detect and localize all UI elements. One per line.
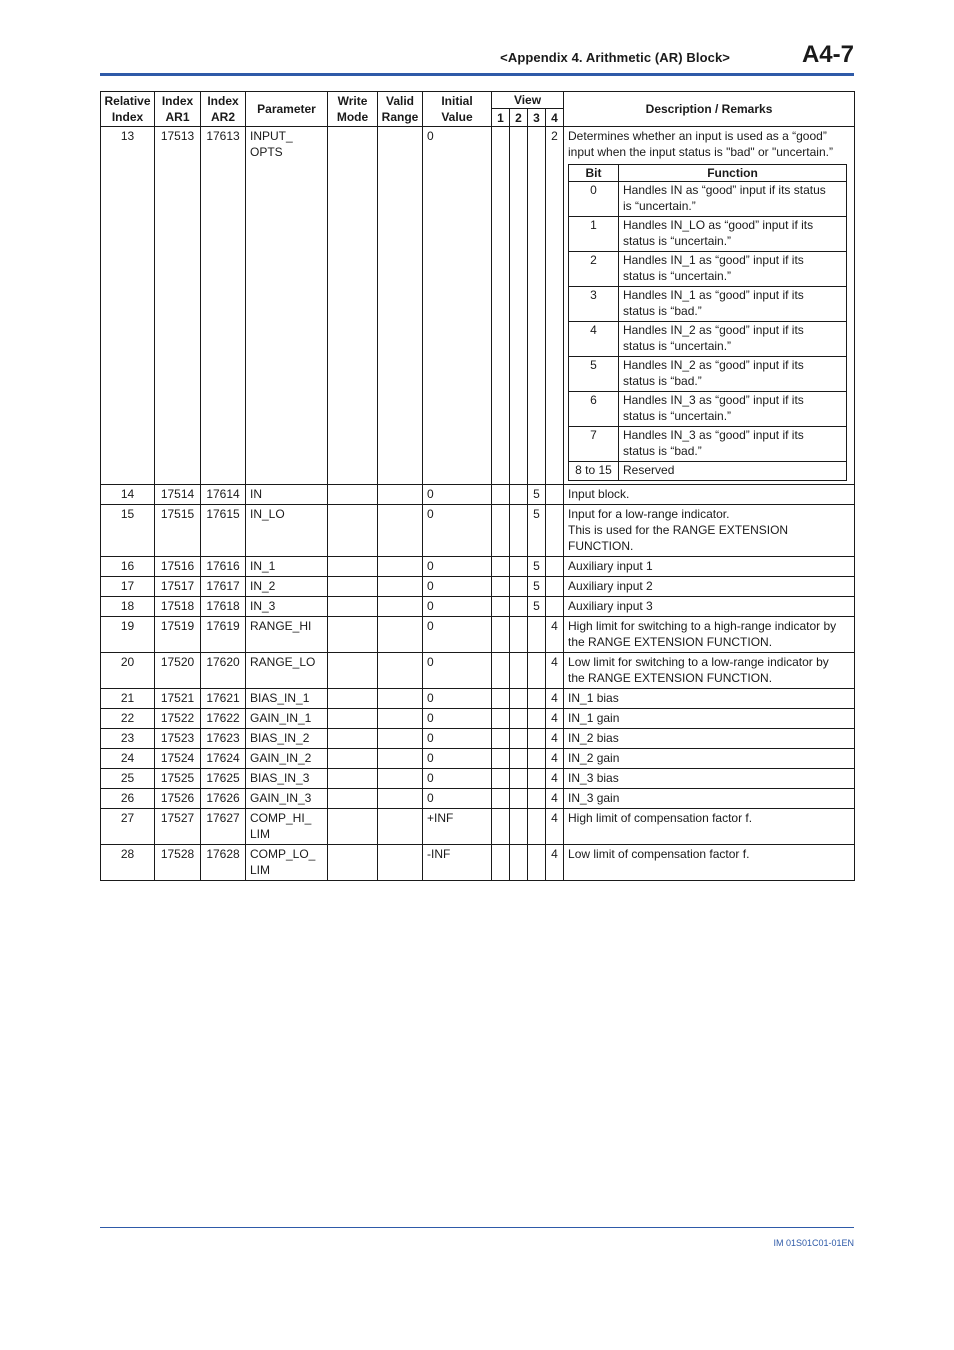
bit-function-table bbox=[568, 164, 847, 481]
view-2 bbox=[510, 809, 528, 845]
parameter-name: INPUT_ OPTS bbox=[246, 127, 328, 485]
table-row bbox=[101, 769, 855, 789]
valid-range bbox=[378, 749, 423, 769]
parameter-name: BIAS_IN_1 bbox=[246, 689, 328, 709]
write-mode bbox=[328, 769, 378, 789]
view-3: 5 bbox=[528, 485, 546, 505]
description: IN_3 gain bbox=[564, 789, 855, 809]
initial-value: 0 bbox=[423, 789, 492, 809]
index-ar1: 17525 bbox=[155, 769, 201, 789]
write-mode bbox=[328, 729, 378, 749]
index-ar1: 17526 bbox=[155, 789, 201, 809]
index-ar1: 17528 bbox=[155, 845, 201, 881]
write-mode bbox=[328, 749, 378, 769]
parameter-name: BIAS_IN_3 bbox=[246, 769, 328, 789]
view-3 bbox=[528, 729, 546, 749]
table-row bbox=[101, 505, 855, 557]
index-ar2: 17621 bbox=[201, 689, 246, 709]
description: High limit for switching to a high-range indicator by the RANGE EXTENSION FUNCTION. bbox=[564, 617, 855, 653]
view-2 bbox=[510, 597, 528, 617]
relative-index: 17 bbox=[101, 577, 155, 597]
description: Determines whether an input is used as a “good” input when the input status is "bad" or "uncertain.” Bit Function 0 Handles IN as “good” input if its status is “uncertain.” 1 Handles IN_LO as “good” input if its status is “uncertain.” 2 Handles IN_1 as “good” input if its status is “uncertain.” 3 Handles IN_1 as “good” input if its status is “bad.” 4 Handles IN_2 as “good” input if its status is “uncertain.” 5 Handles IN_2 as “good” input if its status is “bad.” 6 Handles IN_3 as “good” input if its status is “uncertain.” 7 Handles IN_3 as “good” input if its status is “bad.” 8 to 15 Reserved bbox=[564, 127, 855, 485]
initial-value: -INF bbox=[423, 845, 492, 881]
col-index-ar2: Index AR2 bbox=[201, 92, 246, 127]
index-ar2: 17614 bbox=[201, 485, 246, 505]
valid-range bbox=[378, 789, 423, 809]
index-ar1: 17519 bbox=[155, 617, 201, 653]
index-ar2: 17622 bbox=[201, 709, 246, 729]
view-1 bbox=[492, 597, 510, 617]
initial-value: 0 bbox=[423, 729, 492, 749]
index-ar1: 17521 bbox=[155, 689, 201, 709]
parameter-name: IN_2 bbox=[246, 577, 328, 597]
description: High limit of compensation factor f. bbox=[564, 809, 855, 845]
description: IN_1 gain bbox=[564, 709, 855, 729]
relative-index: 26 bbox=[101, 789, 155, 809]
relative-index: 24 bbox=[101, 749, 155, 769]
description: Auxiliary input 3 bbox=[564, 597, 855, 617]
col-view-1: 1 bbox=[492, 109, 510, 127]
valid-range bbox=[378, 485, 423, 505]
view-3 bbox=[528, 617, 546, 653]
view-4: 4 bbox=[546, 845, 564, 881]
bit-function: Handles IN_1 as “good” input if its status is “bad.” bbox=[619, 287, 847, 322]
index-ar2: 17620 bbox=[201, 653, 246, 689]
view-1 bbox=[492, 557, 510, 577]
table-row bbox=[101, 577, 855, 597]
view-1 bbox=[492, 505, 510, 557]
write-mode bbox=[328, 127, 378, 485]
view-2 bbox=[510, 617, 528, 653]
write-mode bbox=[328, 809, 378, 845]
view-4 bbox=[546, 505, 564, 557]
index-ar2: 17613 bbox=[201, 127, 246, 485]
relative-index: 15 bbox=[101, 505, 155, 557]
index-ar2: 17618 bbox=[201, 597, 246, 617]
valid-range bbox=[378, 577, 423, 597]
table-row bbox=[101, 485, 855, 505]
view-1 bbox=[492, 729, 510, 749]
view-4 bbox=[546, 557, 564, 577]
description: Low limit of compensation factor f. bbox=[564, 845, 855, 881]
bit-function: Handles IN_2 as “good” input if its status is “bad.” bbox=[619, 357, 847, 392]
valid-range bbox=[378, 845, 423, 881]
initial-value: 0 bbox=[423, 577, 492, 597]
index-ar1: 17518 bbox=[155, 597, 201, 617]
relative-index: 28 bbox=[101, 845, 155, 881]
relative-index: 13 bbox=[101, 127, 155, 485]
bit-row bbox=[569, 357, 847, 392]
view-3 bbox=[528, 809, 546, 845]
view-4 bbox=[546, 577, 564, 597]
view-3 bbox=[528, 789, 546, 809]
view-3 bbox=[528, 749, 546, 769]
col-relative-index: Relative Index bbox=[101, 92, 155, 127]
relative-index: 18 bbox=[101, 597, 155, 617]
index-ar1: 17517 bbox=[155, 577, 201, 597]
col-write-mode: Write Mode bbox=[328, 92, 378, 127]
bit-row bbox=[569, 287, 847, 322]
view-3: 5 bbox=[528, 505, 546, 557]
view-2 bbox=[510, 653, 528, 689]
initial-value: 0 bbox=[423, 709, 492, 729]
view-1 bbox=[492, 789, 510, 809]
table-row bbox=[101, 789, 855, 809]
table-row bbox=[101, 617, 855, 653]
index-ar1: 17520 bbox=[155, 653, 201, 689]
view-2 bbox=[510, 485, 528, 505]
bit-row bbox=[569, 462, 847, 481]
view-3 bbox=[528, 689, 546, 709]
col-parameter: Parameter bbox=[246, 92, 328, 127]
parameter-name: RANGE_HI bbox=[246, 617, 328, 653]
col-view-3: 3 bbox=[528, 109, 546, 127]
view-1 bbox=[492, 769, 510, 789]
view-1 bbox=[492, 653, 510, 689]
parameter-name: IN_1 bbox=[246, 557, 328, 577]
write-mode bbox=[328, 689, 378, 709]
table-row bbox=[101, 749, 855, 769]
parameter-name: COMP_LO_ LIM bbox=[246, 845, 328, 881]
bit-row bbox=[569, 252, 847, 287]
view-4: 4 bbox=[546, 709, 564, 729]
view-4: 4 bbox=[546, 769, 564, 789]
write-mode bbox=[328, 577, 378, 597]
table-row bbox=[101, 597, 855, 617]
table-row bbox=[101, 845, 855, 881]
index-ar1: 17513 bbox=[155, 127, 201, 485]
section-title: <Appendix 4. Arithmetic (AR) Block> bbox=[500, 50, 730, 65]
bit-function: Handles IN_3 as “good” input if its status is “uncertain.” bbox=[619, 392, 847, 427]
view-3: 5 bbox=[528, 597, 546, 617]
valid-range bbox=[378, 653, 423, 689]
initial-value: 0 bbox=[423, 127, 492, 485]
relative-index: 27 bbox=[101, 809, 155, 845]
relative-index: 21 bbox=[101, 689, 155, 709]
valid-range bbox=[378, 617, 423, 653]
relative-index: 14 bbox=[101, 485, 155, 505]
view-2 bbox=[510, 689, 528, 709]
index-ar1: 17515 bbox=[155, 505, 201, 557]
bit-row bbox=[569, 322, 847, 357]
write-mode bbox=[328, 709, 378, 729]
index-ar1: 17527 bbox=[155, 809, 201, 845]
view-2 bbox=[510, 505, 528, 557]
relative-index: 25 bbox=[101, 769, 155, 789]
index-ar2: 17626 bbox=[201, 789, 246, 809]
view-2 bbox=[510, 127, 528, 485]
col-view-2: 2 bbox=[510, 109, 528, 127]
view-1 bbox=[492, 485, 510, 505]
write-mode bbox=[328, 597, 378, 617]
view-1 bbox=[492, 577, 510, 597]
description: IN_2 bias bbox=[564, 729, 855, 749]
view-1 bbox=[492, 845, 510, 881]
description: Auxiliary input 1 bbox=[564, 557, 855, 577]
bit-function: Handles IN_LO as “good” input if its status is “uncertain.” bbox=[619, 217, 847, 252]
table-row bbox=[101, 653, 855, 689]
parameter-name: BIAS_IN_2 bbox=[246, 729, 328, 749]
initial-value: +INF bbox=[423, 809, 492, 845]
initial-value: 0 bbox=[423, 749, 492, 769]
parameter-name: GAIN_IN_1 bbox=[246, 709, 328, 729]
index-ar2: 17615 bbox=[201, 505, 246, 557]
bit-number: 6 bbox=[569, 392, 619, 427]
index-ar2: 17617 bbox=[201, 577, 246, 597]
write-mode bbox=[328, 845, 378, 881]
col-view-4: 4 bbox=[546, 109, 564, 127]
index-ar2: 17627 bbox=[201, 809, 246, 845]
view-2 bbox=[510, 577, 528, 597]
initial-value: 0 bbox=[423, 557, 492, 577]
parameter-name: IN_LO bbox=[246, 505, 328, 557]
view-3 bbox=[528, 845, 546, 881]
valid-range bbox=[378, 505, 423, 557]
description: IN_2 gain bbox=[564, 749, 855, 769]
bit-number: 3 bbox=[569, 287, 619, 322]
index-ar2: 17624 bbox=[201, 749, 246, 769]
view-4: 4 bbox=[546, 689, 564, 709]
col-initial-value: Initial Value bbox=[423, 92, 492, 127]
index-ar2: 17628 bbox=[201, 845, 246, 881]
bit-function: Handles IN as “good” input if its status is “uncertain.” bbox=[619, 182, 847, 217]
description: Auxiliary input 2 bbox=[564, 577, 855, 597]
view-3 bbox=[528, 709, 546, 729]
bit-function: Handles IN_1 as “good” input if its status is “uncertain.” bbox=[619, 252, 847, 287]
view-3 bbox=[528, 769, 546, 789]
header-divider bbox=[100, 73, 854, 76]
valid-range bbox=[378, 729, 423, 749]
parameter-name: RANGE_LO bbox=[246, 653, 328, 689]
table-row bbox=[101, 729, 855, 749]
initial-value: 0 bbox=[423, 653, 492, 689]
view-2 bbox=[510, 769, 528, 789]
view-1 bbox=[492, 809, 510, 845]
relative-index: 16 bbox=[101, 557, 155, 577]
view-1 bbox=[492, 127, 510, 485]
view-1 bbox=[492, 749, 510, 769]
view-2 bbox=[510, 729, 528, 749]
write-mode bbox=[328, 505, 378, 557]
view-3: 5 bbox=[528, 577, 546, 597]
initial-value: 0 bbox=[423, 597, 492, 617]
view-1 bbox=[492, 689, 510, 709]
view-4 bbox=[546, 597, 564, 617]
bit-function: Handles IN_3 as “good” input if its status is “bad.” bbox=[619, 427, 847, 462]
view-2 bbox=[510, 557, 528, 577]
relative-index: 20 bbox=[101, 653, 155, 689]
initial-value: 0 bbox=[423, 769, 492, 789]
page-header bbox=[100, 40, 854, 76]
valid-range bbox=[378, 709, 423, 729]
valid-range bbox=[378, 597, 423, 617]
relative-index: 22 bbox=[101, 709, 155, 729]
write-mode bbox=[328, 653, 378, 689]
view-2 bbox=[510, 789, 528, 809]
view-4: 2 bbox=[546, 127, 564, 485]
description: IN_3 bias bbox=[564, 769, 855, 789]
bit-number: 5 bbox=[569, 357, 619, 392]
index-ar2: 17623 bbox=[201, 729, 246, 749]
table-header bbox=[101, 92, 855, 127]
table-row bbox=[101, 709, 855, 729]
valid-range bbox=[378, 769, 423, 789]
relative-index: 23 bbox=[101, 729, 155, 749]
view-4: 4 bbox=[546, 809, 564, 845]
bit-row bbox=[569, 392, 847, 427]
write-mode bbox=[328, 557, 378, 577]
description: Low limit for switching to a low-range indicator by the RANGE EXTENSION FUNCTION. bbox=[564, 653, 855, 689]
view-3 bbox=[528, 653, 546, 689]
page-number: A4-7 bbox=[801, 41, 854, 68]
view-4: 4 bbox=[546, 617, 564, 653]
view-3: 5 bbox=[528, 557, 546, 577]
valid-range bbox=[378, 689, 423, 709]
initial-value: 0 bbox=[423, 505, 492, 557]
bit-header: Bit bbox=[569, 165, 619, 182]
description: IN_1 bias bbox=[564, 689, 855, 709]
bit-function: Handles IN_2 as “good” input if its status is “uncertain.” bbox=[619, 322, 847, 357]
bit-row bbox=[569, 427, 847, 462]
index-ar1: 17524 bbox=[155, 749, 201, 769]
col-view: View bbox=[492, 92, 564, 109]
view-4: 4 bbox=[546, 729, 564, 749]
index-ar1: 17514 bbox=[155, 485, 201, 505]
parameter-name: IN bbox=[246, 485, 328, 505]
index-ar1: 17516 bbox=[155, 557, 201, 577]
bit-number: 8 to 15 bbox=[569, 462, 619, 481]
view-2 bbox=[510, 749, 528, 769]
initial-value: 0 bbox=[423, 617, 492, 653]
view-4 bbox=[546, 485, 564, 505]
parameter-name: GAIN_IN_3 bbox=[246, 789, 328, 809]
bit-number: 4 bbox=[569, 322, 619, 357]
table-row bbox=[101, 127, 855, 485]
table-row bbox=[101, 809, 855, 845]
index-ar2: 17619 bbox=[201, 617, 246, 653]
table-row bbox=[101, 557, 855, 577]
function-header: Function bbox=[619, 165, 847, 182]
valid-range bbox=[378, 809, 423, 845]
parameter-name: IN_3 bbox=[246, 597, 328, 617]
view-4: 4 bbox=[546, 653, 564, 689]
bit-number: 1 bbox=[569, 217, 619, 252]
view-4: 4 bbox=[546, 789, 564, 809]
valid-range bbox=[378, 557, 423, 577]
index-ar2: 17625 bbox=[201, 769, 246, 789]
view-3 bbox=[528, 127, 546, 485]
view-1 bbox=[492, 617, 510, 653]
view-2 bbox=[510, 845, 528, 881]
index-ar1: 17523 bbox=[155, 729, 201, 749]
description: Input for a low-range indicator. This is used for the RANGE EXTENSION FUNCTION. bbox=[564, 505, 855, 557]
write-mode bbox=[328, 789, 378, 809]
initial-value: 0 bbox=[423, 485, 492, 505]
bit-function: Reserved bbox=[619, 462, 847, 481]
description: Input block. bbox=[564, 485, 855, 505]
bit-number: 0 bbox=[569, 182, 619, 217]
document-id: IM 01S01C01-01EN bbox=[773, 1238, 854, 1248]
parameter-name: COMP_HI_ LIM bbox=[246, 809, 328, 845]
index-ar1: 17522 bbox=[155, 709, 201, 729]
valid-range bbox=[378, 127, 423, 485]
initial-value: 0 bbox=[423, 689, 492, 709]
table-row bbox=[101, 689, 855, 709]
relative-index: 19 bbox=[101, 617, 155, 653]
col-description: Description / Remarks bbox=[564, 92, 855, 127]
parameter-table bbox=[100, 91, 855, 881]
bit-number: 7 bbox=[569, 427, 619, 462]
view-2 bbox=[510, 709, 528, 729]
col-index-ar1: Index AR1 bbox=[155, 92, 201, 127]
footer-divider bbox=[100, 1227, 854, 1228]
write-mode bbox=[328, 617, 378, 653]
write-mode bbox=[328, 485, 378, 505]
view-1 bbox=[492, 709, 510, 729]
bit-row bbox=[569, 217, 847, 252]
bit-row bbox=[569, 182, 847, 217]
bit-number: 2 bbox=[569, 252, 619, 287]
parameter-name: GAIN_IN_2 bbox=[246, 749, 328, 769]
view-4: 4 bbox=[546, 749, 564, 769]
index-ar2: 17616 bbox=[201, 557, 246, 577]
col-valid-range: Valid Range bbox=[378, 92, 423, 127]
